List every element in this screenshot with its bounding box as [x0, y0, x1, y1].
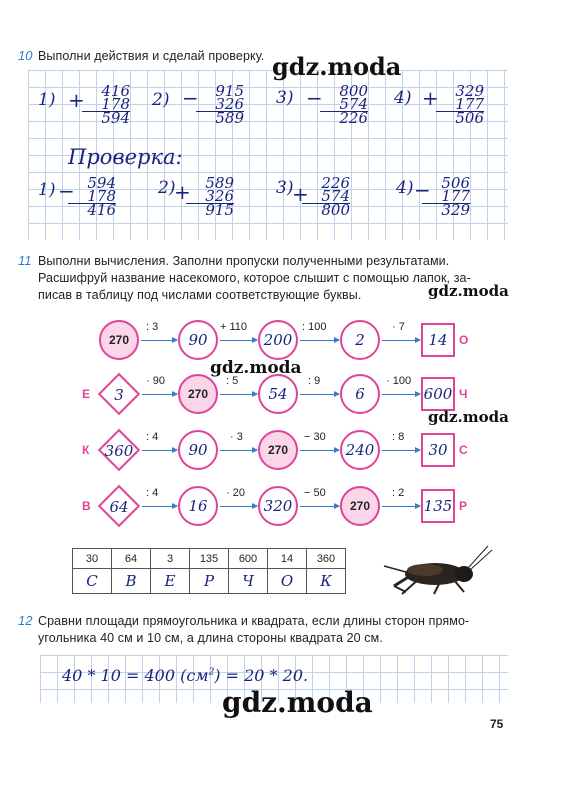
result-square: 135	[421, 489, 455, 523]
value-circle: 270	[258, 430, 298, 470]
column-calc: 416 178 594	[82, 85, 130, 125]
column-calc: 915 326 589	[196, 85, 244, 125]
task-number: 12	[18, 613, 33, 628]
example-label: 2)	[152, 90, 170, 110]
code-letter: К	[82, 443, 90, 457]
value-circle: 270	[340, 486, 380, 526]
start-circle: 270	[99, 320, 139, 360]
op-sign: −	[58, 179, 75, 203]
example-label: 3)	[276, 178, 294, 198]
column-calc: 800 574 226	[320, 85, 368, 125]
column-calc: 506 177 329	[422, 177, 470, 217]
page-number: 75	[490, 717, 504, 731]
check-title: Проверка:	[68, 145, 183, 169]
operation-label: − 30	[304, 431, 326, 443]
operation-label: : 3	[146, 321, 159, 333]
code-letter: В	[82, 499, 91, 513]
operation-label: · 20	[226, 487, 245, 499]
arrow	[142, 506, 177, 507]
cricket-image	[380, 540, 500, 600]
arrow	[382, 450, 420, 451]
code-letter: С	[459, 443, 468, 457]
watermark: gdz.moda	[272, 52, 402, 81]
operation-label: : 100	[302, 321, 327, 333]
operation-label: : 9	[308, 375, 321, 387]
task-text-line: писав в таблицу под числами соответствующие буквы.	[38, 288, 362, 302]
watermark: gdz.moda	[428, 408, 509, 426]
arrow	[300, 394, 339, 395]
value-circle: 200	[258, 320, 298, 360]
answer-text: 40 * 10 = 400 $(см^2) = 20 * 20$.	[62, 666, 309, 685]
code-letter: Ч	[459, 387, 468, 401]
result-square: 600	[421, 377, 455, 411]
arrow	[300, 450, 339, 451]
column-calc: 594 178 416	[68, 177, 116, 217]
arrow	[300, 340, 339, 341]
value-circle: 54	[258, 374, 298, 414]
operation-label: : 4	[146, 487, 159, 499]
task-text-line: Расшифруй название насекомого, которое слышит с помощью лапок, за-	[38, 271, 471, 285]
operation-label: · 3	[230, 431, 243, 443]
operation-label: : 5	[226, 375, 239, 387]
operation-label: : 2	[392, 487, 405, 499]
column-calc: 589 326 915	[186, 177, 234, 217]
example-label: 2)	[158, 178, 176, 198]
op-sign: −	[182, 86, 199, 110]
operation-label: : 4	[146, 431, 159, 443]
arrow	[220, 506, 257, 507]
code-table	[72, 548, 346, 594]
arrow	[220, 394, 257, 395]
table-row: С В Е Р Ч О К	[73, 569, 346, 594]
value-circle: 240	[340, 430, 380, 470]
task-number: 10	[18, 48, 33, 63]
op-sign: −	[306, 86, 323, 110]
op-sign: −	[414, 178, 431, 202]
task-text: Выполни действия и сделай проверку.	[38, 49, 265, 63]
operation-label: : 8	[392, 431, 405, 443]
result-square: 30	[421, 433, 455, 467]
value-circle: 90	[178, 430, 218, 470]
arrow	[220, 450, 257, 451]
arrow	[142, 394, 177, 395]
code-letter: О	[459, 333, 469, 347]
operation-label: − 50	[304, 487, 326, 499]
value-circle: 90	[178, 320, 218, 360]
task-text-line: Выполни вычисления. Заполни пропуски полученными результатами.	[38, 254, 450, 268]
op-sign: +	[68, 88, 85, 112]
example-label: 1)	[38, 90, 56, 110]
arrow	[141, 340, 177, 341]
arrow	[300, 506, 339, 507]
operation-label: · 7	[392, 321, 405, 333]
example-label: 1)	[38, 180, 56, 200]
op-sign: +	[422, 86, 439, 110]
task-text-line: угольника 40 см и 10 см, а длина стороны квадрата 20 см.	[38, 631, 383, 645]
arrow	[382, 340, 420, 341]
arrow	[382, 394, 420, 395]
value-circle: 270	[178, 374, 218, 414]
column-calc: 226 574 800	[302, 177, 350, 217]
example-label: 4)	[396, 178, 414, 198]
arrow	[142, 450, 177, 451]
result-square: 14	[421, 323, 455, 357]
code-letter: Р	[459, 499, 468, 513]
watermark: gdz.moda	[222, 686, 373, 719]
start-value: 64	[109, 498, 129, 516]
task-number: 11	[18, 253, 32, 268]
value-circle: 320	[258, 486, 298, 526]
op-sign: +	[292, 182, 309, 206]
start-value: 360	[104, 442, 134, 460]
op-sign: +	[174, 180, 191, 204]
value-circle: 16	[178, 486, 218, 526]
arrow	[382, 506, 420, 507]
operation-label: · 90	[146, 375, 165, 387]
operation-label: · 100	[386, 375, 412, 387]
value-circle: 2	[340, 320, 380, 360]
code-letter: Е	[82, 387, 91, 401]
example-label: 4)	[394, 88, 412, 108]
arrow	[220, 340, 257, 341]
table-row: 30 64 3 135 600 14 360	[73, 549, 346, 569]
watermark: gdz.moda	[210, 358, 302, 378]
watermark: gdz.moda	[428, 282, 509, 300]
start-value: 3	[114, 386, 124, 404]
example-label: 3)	[276, 88, 294, 108]
column-calc: 329 177 506	[436, 85, 484, 125]
operation-label: + 110	[220, 321, 248, 333]
value-circle: 6	[340, 374, 380, 414]
task-text-line: Сравни площади прямоугольника и квадрата, если длины сторон прямо-	[38, 614, 470, 628]
